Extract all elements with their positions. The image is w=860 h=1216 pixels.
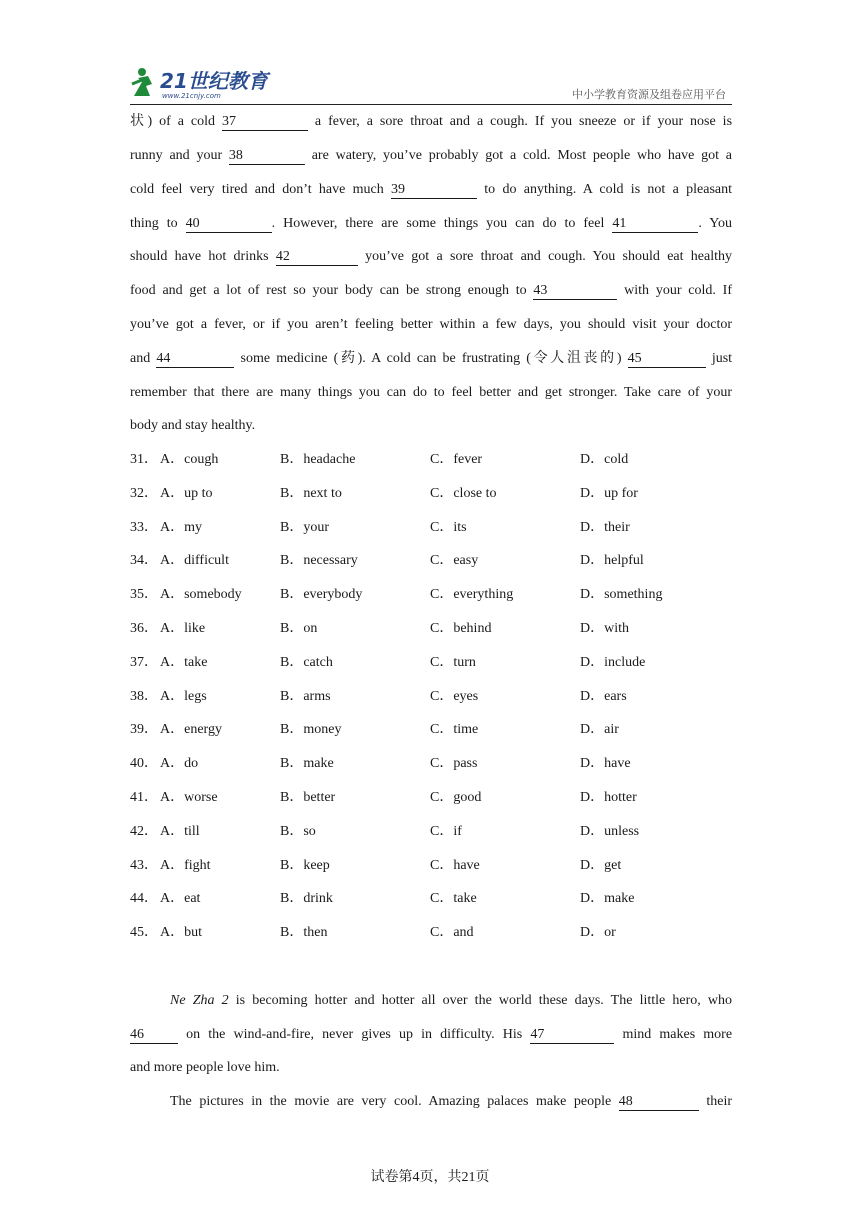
option-d[interactable]: D．make [580, 891, 635, 906]
option-b[interactable]: B．everybody [280, 587, 363, 602]
passage1-line-1: 状) of a cold 37 a fever, a sore throat and a cough. If you sneeze or if your nose is [130, 114, 733, 129]
option-b[interactable]: B．catch [280, 655, 333, 670]
option-a[interactable]: A．do [160, 756, 199, 771]
question-number: 35． [130, 587, 158, 602]
question-number: 36． [130, 621, 158, 636]
option-c[interactable]: C．time [430, 722, 479, 737]
passage1-line-7: you’ve got a fever, or if you aren’t feeling better within a few days, you should visit your doctor [130, 317, 732, 332]
blank-45[interactable]: 45 [628, 351, 706, 368]
option-a[interactable]: A．my [160, 520, 202, 535]
passage2-line-2: 46 on the wind-and-fire, never gives up in difficulty. His 47 mind makes more [130, 1027, 733, 1042]
option-b[interactable]: B．keep [280, 858, 330, 873]
question-number: 32． [130, 486, 158, 501]
option-a[interactable]: A．difficult [160, 553, 229, 568]
option-b[interactable]: B．on [280, 621, 318, 636]
option-c[interactable]: C．close to [430, 486, 497, 501]
option-b[interactable]: B．arms [280, 689, 331, 704]
svg-text:21世纪教育: 21世纪教育 [160, 69, 268, 93]
option-c[interactable]: C．have [430, 858, 480, 873]
passage2-line-1: Ne Zha 2 is becoming hotter and hotter all over the world these days. The little hero, who [170, 993, 733, 1008]
blank-47[interactable]: 47 [530, 1027, 614, 1044]
question-number: 31． [130, 452, 158, 467]
option-c[interactable]: C．good [430, 790, 482, 805]
passage1-line-3: cold feel very tired and don’t have much 39 to do anything. A cold is not a pleasant [130, 182, 732, 197]
option-d[interactable]: D．unless [580, 824, 640, 839]
passage2-line-3: and more people love him. [130, 1060, 280, 1075]
option-a[interactable]: A．eat [160, 891, 201, 906]
option-a[interactable]: A．fight [160, 858, 211, 873]
option-c[interactable]: C．behind [430, 621, 492, 636]
page-header [130, 62, 732, 105]
question-number: 43． [130, 858, 158, 873]
option-a[interactable]: A．legs [160, 689, 207, 704]
question-number: 44． [130, 891, 158, 906]
option-d[interactable]: D．or [580, 925, 616, 940]
blank-38[interactable]: 38 [229, 148, 305, 165]
option-c[interactable]: C．its [430, 520, 467, 535]
question-number: 34． [130, 553, 158, 568]
option-d[interactable]: D．their [580, 520, 630, 535]
option-d[interactable]: D．helpful [580, 553, 644, 568]
blank-48[interactable]: 48 [619, 1094, 699, 1111]
blank-37[interactable]: 37 [222, 114, 308, 131]
option-c[interactable]: C．easy [430, 553, 479, 568]
blank-39[interactable]: 39 [391, 182, 477, 199]
option-a[interactable]: A．up to [160, 486, 213, 501]
blank-44[interactable]: 44 [156, 351, 234, 368]
option-c[interactable]: C．and [430, 925, 474, 940]
question-number: 33． [130, 520, 158, 535]
option-c[interactable]: C．take [430, 891, 477, 906]
option-b[interactable]: B．next to [280, 486, 342, 501]
option-a[interactable]: A．worse [160, 790, 218, 805]
question-number: 37． [130, 655, 158, 670]
passage1-line-5: should have hot drinks 42 you’ve got a sore throat and cough. You should eat healthy [130, 249, 733, 264]
passage1-line-6: food and get a lot of rest so your body can be strong enough to 43 with your cold. If [130, 283, 732, 298]
option-d[interactable]: D．up for [580, 486, 638, 501]
passage1-line-2: runny and your 38 are watery, you’ve probably got a cold. Most people who have got a [130, 148, 733, 163]
question-number: 38． [130, 689, 158, 704]
page-footer: 试卷第4页，共21页 [370, 1170, 490, 1185]
passage2-line-4: The pictures in the movie are very cool. Amazing palaces make people 48 their [170, 1094, 733, 1109]
option-b[interactable]: B．better [280, 790, 336, 805]
option-d[interactable]: D．get [580, 858, 622, 873]
option-b[interactable]: B．drink [280, 891, 333, 906]
blank-46[interactable]: 46 [130, 1027, 178, 1044]
option-a[interactable]: A．somebody [160, 587, 242, 602]
option-d[interactable]: D．include [580, 655, 646, 670]
option-c[interactable]: C．pass [430, 756, 478, 771]
question-number: 40． [130, 756, 158, 771]
option-b[interactable]: B．money [280, 722, 342, 737]
blank-40[interactable]: 40 [186, 216, 272, 233]
logo-21cnjy [130, 66, 280, 100]
passage1-line-8: and 44 some medicine (药). A cold can be frustrating (令人沮丧的) 45 just [130, 351, 733, 366]
option-a[interactable]: A．like [160, 621, 206, 636]
option-a[interactable]: A．energy [160, 722, 222, 737]
blank-41[interactable]: 41 [612, 216, 698, 233]
question-number: 42． [130, 824, 158, 839]
option-a[interactable]: A．take [160, 655, 208, 670]
option-b[interactable]: B．so [280, 824, 316, 839]
option-d[interactable]: D．air [580, 722, 619, 737]
svg-text:www.21cnjy.com: www.21cnjy.com [162, 92, 221, 100]
passage1-line-4: thing to 40 . However, there are some things you can do to feel 41 . You [130, 216, 732, 231]
option-d[interactable]: D．hotter [580, 790, 637, 805]
option-b[interactable]: B．headache [280, 452, 356, 467]
option-b[interactable]: B．make [280, 756, 334, 771]
option-a[interactable]: A．till [160, 824, 200, 839]
option-d[interactable]: D．cold [580, 452, 629, 467]
option-d[interactable]: D．with [580, 621, 629, 636]
option-c[interactable]: C．if [430, 824, 462, 839]
blank-43[interactable]: 43 [533, 283, 617, 300]
platform-name: 中小学教育资源及组卷应用平台 [572, 88, 726, 101]
blank-42[interactable]: 42 [276, 249, 358, 266]
question-number: 41． [130, 790, 158, 805]
question-number: 39． [130, 722, 158, 737]
passage1-line-9: remember that there are many things you can do to feel better and get stronger. Take care of your [130, 385, 732, 400]
option-b[interactable]: B．necessary [280, 553, 358, 568]
option-c[interactable]: C．turn [430, 655, 476, 670]
option-d[interactable]: D．ears [580, 689, 627, 704]
option-d[interactable]: D．have [580, 756, 631, 771]
option-b[interactable]: B．then [280, 925, 328, 940]
option-c[interactable]: C．fever [430, 452, 483, 467]
option-d[interactable]: D．something [580, 587, 663, 602]
option-c[interactable]: C．eyes [430, 689, 479, 704]
passage1-line-10: body and stay healthy. [130, 418, 256, 433]
option-c[interactable]: C．everything [430, 587, 514, 602]
option-a[interactable]: A．but [160, 925, 202, 940]
option-a[interactable]: A．cough [160, 452, 219, 467]
question-number: 45． [130, 925, 158, 940]
option-b[interactable]: B．your [280, 520, 329, 535]
movie-title: Ne Zha 2 [170, 993, 229, 1008]
